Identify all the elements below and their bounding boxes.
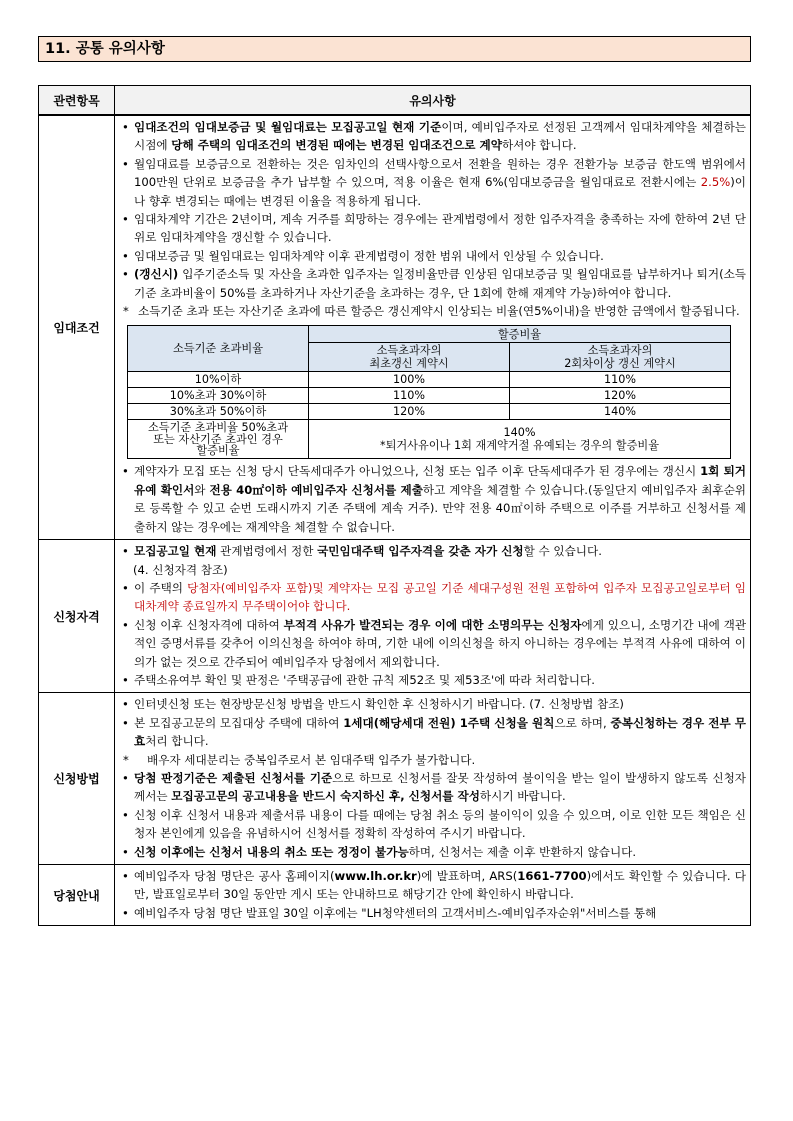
bullet-item: • 모집공고일 현재 관계법령에서 정한 국민임대주택 입주자격을 갖춘 자가 신청할 수 있습니다. <box>119 542 746 560</box>
content-method <box>115 693 751 865</box>
category-method: 신청방법 <box>39 693 115 865</box>
header-category: 관련항목 <box>39 86 115 116</box>
bullet-item: • 본 모집공고문의 모집대상 주택에 대하여 1세대(해당세대 전원) 1주택 신청을 원칙으로 하며, 중복신청하는 경우 전부 무효처리 합니다. <box>119 714 746 751</box>
table-row: 10%초과 30%이하 110% 120% <box>128 388 731 404</box>
bullet-item: • 계약자가 모집 또는 신청 당시 단독세대주가 아니었으나, 신청 또는 입주 이후 단독세대주가 된 경우에는 갱신시 1회 퇴거유예 확인서와 전용 40㎡이하 예비입주자 신청서를 제출하고 계약을 체결할 수 있습니다.(동일단지 예비입주자 최후순위로 등록할 수 있고 순번 도래시까지 기존 주택에 계속 거주). 만약 전용 40㎡이하 주택으로 이주를 거부하고 신청서를 제출하지 않는 경우에는 재계약을 체결할 수 없습니다. <box>119 462 746 536</box>
bullet-item: • 신청 이후 신청자격에 대하여 부적격 사유가 발견되는 경우 이에 대한 소명의무는 신청자에게 있으니, 소명기간 내에 객관적인 증명서류를 갖추어 이의신청을 하여야 하며, 기한 내에 이의신청을 하지 아니하는 경우에는 부적격 사유에 대하여 이의가 없는 것으로 간주되어 예비입주자 당첨에서 제외합니다. <box>119 616 746 671</box>
bullet-item: • 월임대료를 보증금으로 전환하는 것은 임차인의 선택사항으로서 전환을 원하는 경우 전환가능 보증금 한도액 범위에서 100만원 단위로 보증금을 추가 납부할 수 있으며, 적용 이율은 현재 6%(임대보증금을 월임대료로 전환시에는 2.5%)이나 향후 변경되는 때에는 변경된 이율을 적용하게 됩니다. <box>119 155 746 210</box>
header-content: 유의사항 <box>115 86 751 116</box>
bullet-item: • 임대조건의 임대보증금 및 월임대료는 모집공고일 현재 기준이며, 예비입주자로 선정된 고객께서 임대차계약을 체결하는 시점에 당해 주택의 임대조건의 변경된 때에는 변경된 임대조건으로 계약하셔야 합니다. <box>119 118 746 155</box>
row-method <box>39 693 751 865</box>
surcharge-header: 할증비율 <box>309 326 731 343</box>
content-qualification <box>115 540 751 693</box>
content-winner <box>115 865 751 926</box>
bullet-item: • 주택소유여부 확인 및 판정은 '주택공급에 관한 규칙 제52조 및 제53조'에 따라 처리합니다. <box>119 671 746 689</box>
bullet-item: • 당첨 판정기준은 제출된 신청서를 기준으로 하므로 신청서를 잘못 작성하여 불이익을 받는 일이 발생하지 않도록 신청자께서는 모집공고문의 공고내용을 반드시 숙지하신 후, 신청서를 작성하시기 바랍니다. <box>119 769 746 806</box>
table-row: 소득기준 초과비율 50%초과 또는 자산기준 초과인 경우 할증비율 140% *퇴거사유이나 1회 재계약거절 유예되는 경우의 할증비율 <box>128 420 731 459</box>
row-qualification <box>39 540 751 693</box>
category-qualification: 신청자격 <box>39 540 115 693</box>
category-rent: 임대조건 <box>39 115 115 540</box>
reference-note: (4. 신청자격 참조) <box>133 562 228 577</box>
notice-table <box>38 85 751 926</box>
bullet-item: • 임대차계약 기간은 2년이며, 계속 거주를 희망하는 경우에는 관계법령에서 정한 입주자격을 충족하는 자에 한하여 2년 단위로 임대차계약을 갱신할 수 있습니다. <box>119 210 746 247</box>
bullet-item: • 임대보증금 및 월임대료는 임대차계약 이후 관계법령이 정한 범위 내에서 인상될 수 있습니다. <box>119 247 746 265</box>
surcharge-header-second: 소득초과자의 2회차이상 갱신 계약시 <box>510 343 731 372</box>
bullet-item: • (갱신시) 입주기준소득 및 자산을 초과한 입주자는 일정비율만큼 인상된 임대보증금 및 월임대료를 납부하거나 퇴거(소득기준 초과비율이 50%를 초과하거나 자산기준을 초과하는 경우, 단 1회에 한해 재계약 가능)하여야 합니다. <box>119 265 746 302</box>
table-row: 10%이하 100% 110% <box>128 372 731 388</box>
surcharge-header-ratio: 소득기준 초과비율 <box>128 326 309 372</box>
bullet-item: • 신청 이후에는 신청서 내용의 취소 또는 정정이 불가능하며, 신청서는 제출 이후 반환하지 않습니다. <box>119 843 746 861</box>
row-rent <box>39 115 751 540</box>
table-header-row <box>39 86 751 116</box>
category-winner: 당첨안내 <box>39 865 115 926</box>
bullet-item: • 인터넷신청 또는 현장방문신청 방법을 반드시 확인한 후 신청하시기 바랍니다. (7. 신청방법 참조) <box>119 695 746 713</box>
surcharge-header-first: 소득초과자의 최초갱신 계약시 <box>309 343 510 372</box>
bullet-item: • 예비입주자 당첨 명단은 공사 홈페이지(www.lh.or.kr)에 발표하며, ARS(1661-7700)에서도 확인할 수 있습니다. 다만, 발표일로부터 30일 동안만 게시 또는 안내하므로 해당기간 안에 확인하시 바랍니다. <box>119 867 746 904</box>
section-title: 11. 공통 유의사항 <box>38 36 751 62</box>
asterisk-note: * 소득기준 초과 또는 자산기준 초과에 따른 할증은 갱신계약시 인상되는 비율(연5%이내)을 반영한 금액에서 할증됩니다. <box>119 302 746 320</box>
bullet-item: • 예비입주자 당첨 명단 발표일 30일 이후에는 "LH청약센터의 고객서비스-예비입주자순위"서비스를 통해 <box>119 904 746 922</box>
bullet-item: • 이 주택의 당첨자(예비입주자 포함)및 계약자는 모집 공고일 기준 세대구성원 전원 포함하여 입주자 모집공고일로부터 임대차계약 종료일까지 무주택이어야 합니다. <box>119 579 746 616</box>
row-winner <box>39 865 751 926</box>
surcharge-table <box>127 325 731 459</box>
asterisk-note: * 배우자 세대분리는 중복입주로서 본 임대주택 입주가 불가합니다. <box>119 751 746 769</box>
bullet-item: • 신청 이후 신청서 내용과 제출서류 내용이 다를 때에는 당첨 취소 등의 불이익이 있을 수 있으며, 이로 인한 모든 책임은 신청자 본인에게 있음을 유념하시어 신청서를 정확히 작성하여 주시기 바랍니다. <box>119 806 746 843</box>
content-rent <box>115 115 751 540</box>
table-row: 30%초과 50%이하 120% 140% <box>128 404 731 420</box>
